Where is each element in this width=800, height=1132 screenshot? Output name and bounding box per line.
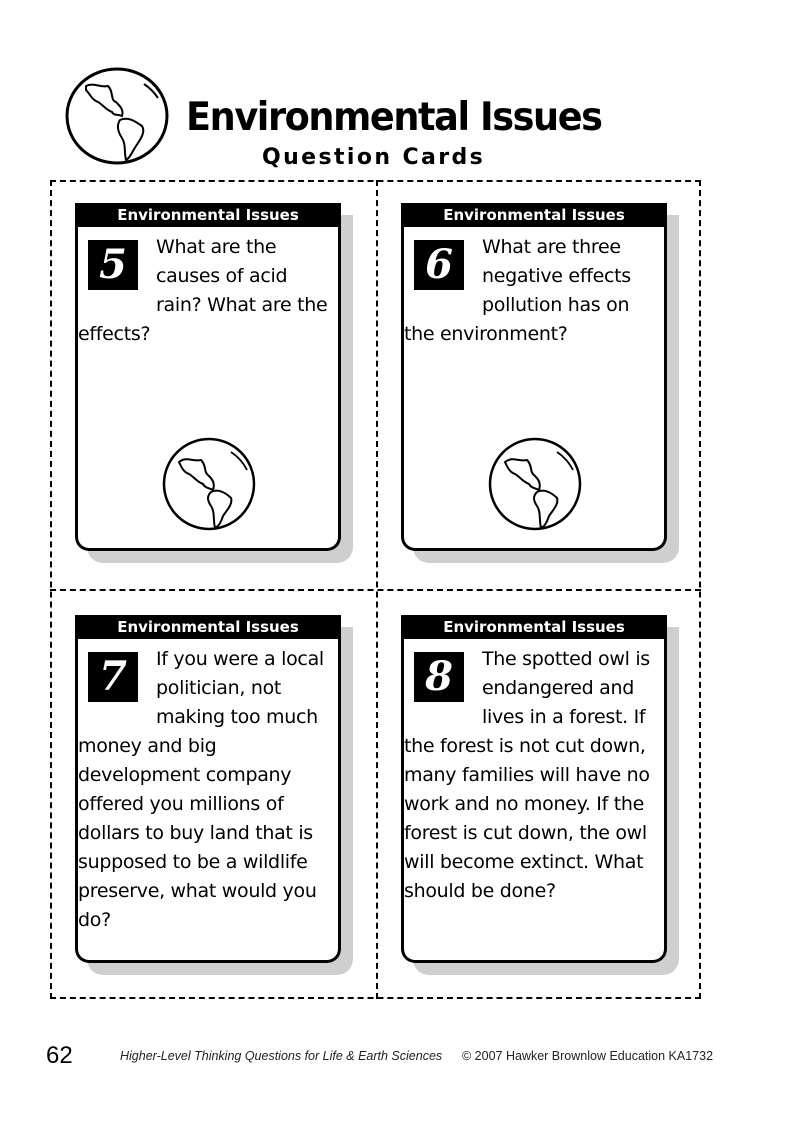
globe-icon — [64, 66, 170, 166]
question-card-8 — [401, 615, 667, 963]
card-content — [78, 233, 338, 349]
card-body — [401, 615, 667, 963]
copyright-notice: © 2007 Hawker Brownlow Education KA1732 — [462, 1049, 714, 1063]
question-text: What are the causes of acid rain? What are the effects? — [78, 236, 328, 345]
page-title: Environmental Issues — [186, 95, 602, 140]
card-header: Environmental Issues — [401, 203, 667, 227]
card-content — [78, 645, 338, 935]
question-card-6 — [401, 203, 667, 551]
card-body — [75, 203, 341, 551]
globe-icon — [487, 436, 583, 532]
question-text: The spotted owl is endangered and lives in a forest. If the forest is not cut down, many families will have no work and no money. If the forest is cut down, the owl will become extinct. What should be done? — [404, 648, 650, 902]
question-card-5 — [75, 203, 341, 551]
question-number: 5 — [88, 240, 138, 290]
horizontal-cut-line — [50, 589, 701, 591]
card-content — [404, 645, 664, 906]
question-number: 7 — [88, 652, 138, 702]
globe-icon — [161, 436, 257, 532]
question-text: If you were a local politician, not making too much money and big development company offered you millions of dollars to buy land that is supposed to be a wildlife preserve, what would you do? — [78, 648, 324, 931]
question-card-7 — [75, 615, 341, 963]
card-content — [404, 233, 664, 349]
page-subtitle: Question Cards — [262, 145, 486, 170]
book-title: Higher-Level Thinking Questions for Life & Earth Sciences — [120, 1049, 443, 1063]
question-number: 8 — [414, 652, 464, 702]
question-number: 6 — [414, 240, 464, 290]
question-text: What are three negative effects pollution has on the environment? — [404, 236, 631, 345]
card-header: Environmental Issues — [75, 615, 341, 639]
page-number: 62 — [46, 1042, 73, 1069]
card-body — [401, 203, 667, 551]
card-body — [75, 615, 341, 963]
card-header: Environmental Issues — [401, 615, 667, 639]
card-header: Environmental Issues — [75, 203, 341, 227]
